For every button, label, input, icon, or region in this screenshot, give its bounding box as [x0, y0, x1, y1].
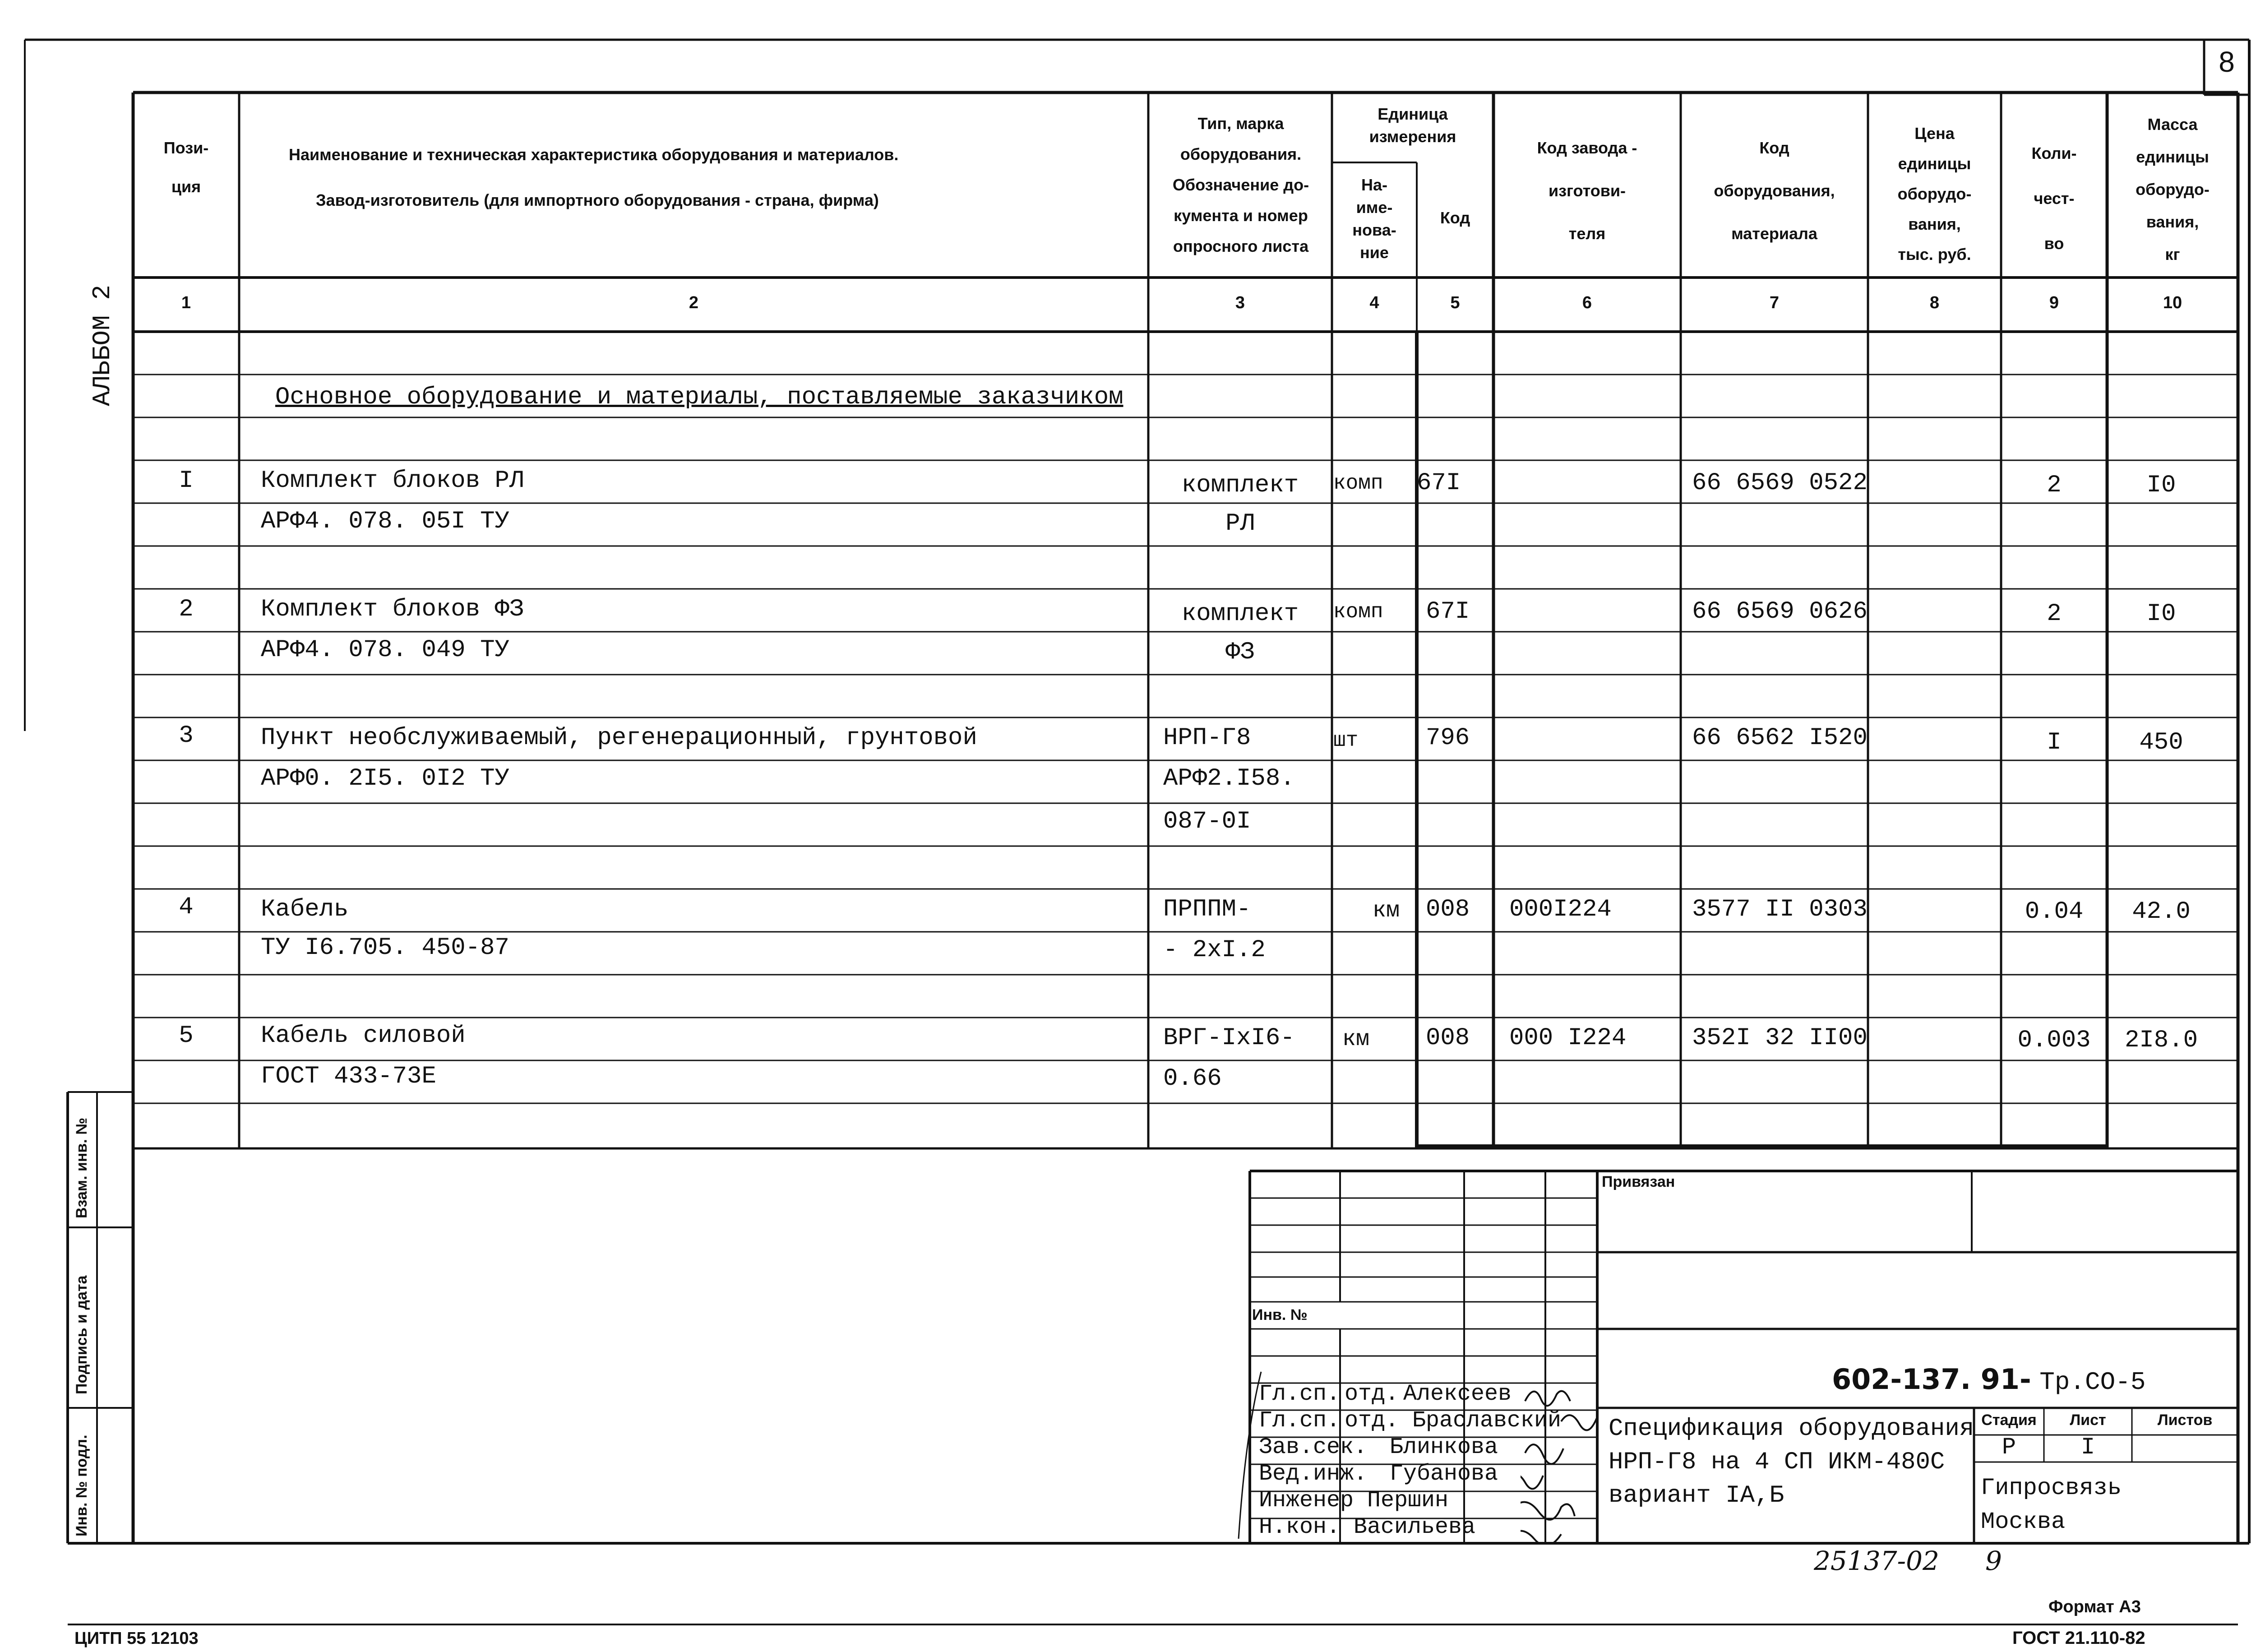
sheets-label: Листов [2157, 1411, 2213, 1429]
section-title: Основное оборудование и материалы, поставляемые заказчиком [275, 384, 1123, 411]
cell-maker-code: 000 I224 [1509, 1024, 1627, 1052]
cell-mass: 450 [2139, 729, 2183, 756]
header-unit-group: Единица измерения [1369, 105, 1456, 146]
sheet-label: Лист [2070, 1411, 2106, 1429]
column-number-row [0, 293, 2256, 320]
column-number: 10 [2163, 293, 2182, 312]
cell-equipment-code: 66 6569 0522 [1692, 469, 1868, 497]
cell-type: НРП-Г8 [1163, 724, 1251, 752]
cell-quantity: 0.04 [2025, 898, 2084, 925]
cell-position: 4 [179, 893, 194, 921]
column-number: 5 [1450, 293, 1460, 312]
cell-name: Комплект блоков РЛ [261, 467, 524, 495]
cell-name-doc: АРФ4. 078. 05I ТУ [261, 508, 509, 535]
cell-unit-code: 796 [1426, 724, 1470, 752]
cell-equipment-code: 352I 32 II00 [1692, 1024, 1868, 1052]
header-col6: Код завода - изготови- теля [1537, 139, 1637, 243]
signature-row: Н.кон. Васильева [1259, 1514, 1476, 1540]
stamp-podpis-data: Подпись и дата [73, 1275, 90, 1394]
stage-value: Р [2002, 1434, 2016, 1461]
cell-type: РЛ [1225, 510, 1255, 537]
column-number: 6 [1582, 293, 1592, 312]
cell-unit: шт [1333, 729, 1359, 752]
gost-footer: ГОСТ 21.110-82 [2012, 1628, 2145, 1648]
cell-unit-code: 008 [1426, 1024, 1470, 1052]
column-number: 7 [1769, 293, 1780, 312]
handwritten-code: 25137-02 [1814, 1546, 1939, 1576]
document-code-suffix: Тр.СО-5 [2039, 1368, 2146, 1397]
header-col8: Цена единицы оборудо- вания, тыс. руб. [1897, 124, 1972, 264]
cell-quantity: 2 [2047, 600, 2062, 628]
cell-equipment-code: 3577 II 0303 [1692, 896, 1868, 923]
signature-rows [1259, 1381, 1561, 1541]
cell-equipment-code: 66 6562 I520 [1692, 724, 1868, 752]
stage-label: Стадия [1981, 1411, 2037, 1429]
handwritten-number: 9 [1985, 1546, 2002, 1576]
signature-row: Зав.сек. Блинкова [1259, 1435, 1498, 1460]
stamp-inv-podl: Инв. № подл. [73, 1435, 90, 1536]
page-number: 8 [2219, 46, 2235, 78]
format-label: Формат А3 [2048, 1597, 2141, 1616]
document-title: Спецификация оборудования НРП-Г8 на 4 СП ИКМ-480С вариант IА,Б [1609, 1415, 1974, 1509]
document-code [1832, 1363, 2145, 1397]
signature-row: Инженер Першин [1259, 1488, 1449, 1513]
cell-name: Пункт необслуживаемый, регенерационный, грунтовой [261, 724, 977, 752]
header-col3: Тип, марка оборудования. Обозначение до- кумента и номер опросного листа [1172, 114, 1309, 255]
cell-type: - 2хI.2 [1163, 936, 1266, 964]
column-number: 9 [2049, 293, 2059, 312]
column-number: 8 [1929, 293, 1940, 312]
cell-unit: комп [1333, 600, 1383, 624]
cell-mass: 2I8.0 [2124, 1027, 2198, 1054]
organization: Гипросвязь Москва [1981, 1475, 2122, 1535]
cell-unit-code: 67I [1426, 598, 1470, 625]
signature-row: Гл.сп. отд. Алексеев [1259, 1381, 1512, 1407]
cell-type: ФЗ [1225, 639, 1255, 666]
cell-unit-code: 008 [1426, 896, 1470, 923]
cell-name-doc: АРФ0. 2I5. 0I2 ТУ [261, 765, 509, 792]
stamp-vzam-inv: Взам. инв. № [73, 1117, 90, 1218]
handwritten-signatures [1521, 1381, 1602, 1543]
cell-unit: км [1342, 1027, 1370, 1052]
header-col10: Масса единицы оборудо- вания, кг [2136, 115, 2210, 264]
cell-unit: комп [1333, 472, 1383, 495]
cell-name: Комплект блоков ФЗ [261, 596, 524, 623]
cell-mass: I0 [2146, 472, 2176, 499]
cell-type: 0.66 [1163, 1065, 1222, 1092]
header-col4: На- име- нова- ние [1352, 176, 1396, 262]
cell-quantity: 0.003 [2017, 1027, 2091, 1054]
cell-unit: км [1372, 898, 1400, 924]
cell-position: 2 [179, 596, 194, 623]
cell-position: 5 [179, 1022, 194, 1050]
printer-code: ЦИТП 55 12103 [74, 1629, 199, 1648]
column-number: 3 [1235, 293, 1245, 312]
cell-name: Кабель [261, 896, 349, 923]
cell-type: ПРППМ- [1163, 896, 1251, 923]
cell-name-doc: ГОСТ 433-73Е [261, 1063, 436, 1090]
cell-unit-code: 67I [1417, 469, 1461, 497]
cell-quantity: 2 [2047, 472, 2062, 499]
sheet-value: I [2080, 1434, 2095, 1461]
column-number: 1 [181, 293, 191, 312]
album-label: АЛЬБОМ 2 [88, 285, 117, 406]
cell-type: ВРГ-IхI6- [1163, 1024, 1295, 1052]
cell-quantity: I [2047, 729, 2062, 756]
column-number: 4 [1369, 293, 1379, 312]
cell-position: 3 [179, 722, 194, 750]
cell-type: АРФ2.I58. [1163, 765, 1295, 792]
cell-equipment-code: 66 6569 0626 [1692, 598, 1868, 625]
cell-maker-code: 000I224 [1509, 896, 1612, 923]
signature-row: Вед.инж. Губанова [1259, 1461, 1498, 1487]
column-number: 2 [689, 293, 699, 312]
cell-name-doc: АРФ4. 078. 049 ТУ [261, 636, 509, 664]
signature-row: Гл.сп. отд. Браславский [1259, 1408, 1562, 1434]
cell-mass: I0 [2146, 600, 2176, 628]
cell-type: комплект [1181, 472, 1299, 499]
document-code-main: 602-137. 91- [1832, 1363, 2031, 1396]
stamp-inv-no: Инв. № [1252, 1306, 1308, 1323]
cell-mass: 42.0 [2132, 898, 2191, 925]
stamp-privyazan: Привязан [1602, 1173, 1675, 1190]
cell-type: комплект [1181, 600, 1299, 628]
header-col2: Наименование и техническая характеристика оборудования и материалов. Завод-изготовитель (для импортного оборудования - страна, фирма) [289, 145, 899, 209]
header-col5: Код [1440, 208, 1470, 227]
cell-name: Кабель силовой [261, 1022, 466, 1050]
header-col9: Коли- чест- во [2031, 144, 2077, 253]
cell-name-doc: ТУ I6.705. 450-87 [261, 934, 509, 962]
header-col1: Пози- ция [163, 139, 209, 196]
cell-type: 087-0I [1163, 808, 1251, 835]
header-col7: Код оборудования, материала [1714, 139, 1835, 243]
cell-position: I [179, 467, 194, 495]
